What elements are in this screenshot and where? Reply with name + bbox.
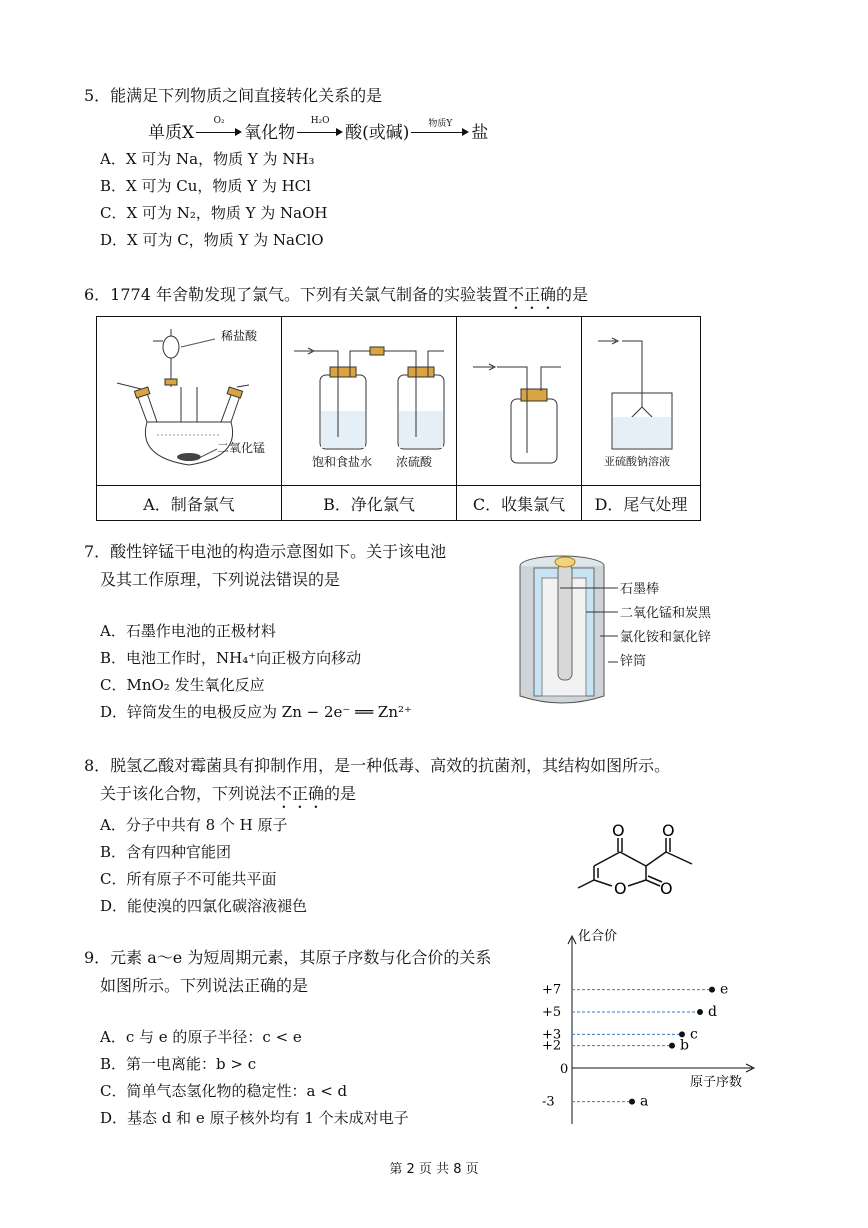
q7-option-b[interactable]: B．电池工作时，NH₄⁺向正极方向移动: [100, 649, 362, 667]
q6-stem: [84, 281, 588, 313]
caption-a[interactable]: A．制备氯气: [97, 486, 282, 521]
point-e: [709, 987, 715, 993]
q6-stem-pre: 6．1774 年舍勒发现了氯气。下列有关氯气制备的实验装置: [84, 285, 508, 304]
q9-option-c[interactable]: C．简单气态氢化物的稳定性：a < d: [100, 1082, 348, 1100]
q9-options: [100, 1024, 409, 1132]
chain-arrow-3: [411, 118, 469, 140]
arrow-label-3: 物质Y: [428, 118, 453, 129]
atom-o-1: O: [612, 821, 625, 840]
q7-options: [100, 618, 412, 726]
gas-bottle-icon: [457, 317, 581, 481]
arrow-label-1: O₂: [213, 115, 225, 126]
dehydroacetic-acid-structure-icon: [570, 818, 700, 898]
atom-o-2: O: [662, 821, 675, 840]
q9-option-d[interactable]: D．基态 d 和 e 原子核外均有 1 个未成对电子: [100, 1109, 409, 1127]
arrow-label-2: H₂O: [310, 115, 330, 126]
origin-label: 0: [560, 1062, 569, 1077]
q7-option-c[interactable]: C．MnO₂ 发生氧化反应: [100, 676, 265, 694]
apparatus-c: [457, 317, 582, 486]
q6-stem-post: 的是: [556, 285, 589, 304]
apparatus-a: [97, 317, 282, 486]
point-d: [697, 1009, 703, 1015]
q7-option-a[interactable]: A．石墨作电池的正极材料: [100, 622, 276, 640]
chain-arrow-1: [196, 115, 242, 140]
y-tick-label: +7: [542, 982, 562, 998]
q7-option-d[interactable]: D．锌筒发生的电极反应为 Zn − 2e⁻ ══ Zn²⁺: [100, 703, 412, 721]
q8-stem-line2: [84, 780, 670, 812]
label-mno2: 二氧化锰: [217, 441, 266, 455]
q8-stem-emphasis: 不正确: [276, 784, 325, 803]
label-graphite-rod: 石墨棒: [620, 582, 660, 597]
q5-option-b[interactable]: B．X 可为 Cu，物质 Y 为 HCl: [100, 177, 311, 195]
q5-stem-text: 5．能满足下列物质之间直接转化关系的是: [84, 86, 383, 105]
q8-stem-pre: 关于该化合物，下列说法: [100, 784, 277, 803]
battery-leader-lines: [560, 582, 620, 672]
q9-stem-line1: 9．元素 a～e 为短周期元素，其原子序数与化合价的关系: [84, 948, 492, 967]
q8-stem-line1: 8．脱氢乙酸对霉菌具有抑制作用，是一种低毒、高效的抗菌剂，其结构如图所示。: [84, 756, 671, 775]
y-tick-label: +3: [542, 1027, 562, 1043]
battery-labels: [620, 578, 711, 674]
valence-chart: [540, 924, 770, 1140]
y-tick-label: +5: [542, 1005, 562, 1020]
q9-option-b[interactable]: B．第一电离能：b > c: [100, 1055, 257, 1073]
y-tick-label: -3: [542, 1094, 555, 1110]
chain-arrow-2: [297, 115, 343, 140]
q5-option-a[interactable]: A．X 可为 Na，物质 Y 为 NH₃: [100, 150, 315, 168]
label-brine: 饱和食盐水: [312, 455, 373, 469]
q9-option-a[interactable]: A．c 与 e 的原子半径：c < e: [100, 1028, 302, 1046]
y-tick-label: +2: [542, 1038, 562, 1054]
caption-b[interactable]: B．净化氯气: [282, 486, 457, 521]
q5-options: [100, 146, 327, 254]
point-label-a: a: [640, 1093, 649, 1110]
q8-option-d[interactable]: D．能使溴的四氯化碳溶液褪色: [100, 897, 308, 915]
q8-option-b[interactable]: B．含有四种官能团: [100, 843, 232, 861]
label-zinc-can: 锌筒: [620, 654, 647, 669]
apparatus-table: [96, 316, 701, 521]
q5-chain: [148, 115, 489, 143]
q8-stem: [84, 752, 670, 812]
q7-stem: [84, 538, 446, 594]
label-mno2-carbon: 二氧化锰和炭黑: [620, 606, 712, 621]
point-label-e: e: [720, 981, 729, 998]
page-footer: 第 2 页 共 8 页: [389, 1162, 479, 1177]
apparatus-b: [282, 317, 457, 486]
caption-d[interactable]: D．尾气处理: [582, 486, 701, 521]
label-dilute-hcl: 稀盐酸: [221, 329, 258, 343]
q5-stem: [84, 82, 382, 110]
point-label-b: b: [680, 1037, 689, 1054]
q7-stem-line2: 及其工作原理，下列说法错误的是: [100, 570, 341, 589]
atom-o-4: O: [660, 879, 673, 898]
label-h2so4: 浓硫酸: [396, 455, 433, 469]
q7-stem-line1: 7．酸性锌锰干电池的构造示意图如下。关于该电池: [84, 542, 447, 561]
point-label-d: d: [708, 1004, 717, 1020]
q9-stem-line2: 如图所示。下列说法正确的是: [100, 976, 309, 995]
q5-option-c[interactable]: C．X 可为 N₂，物质 Y 为 NaOH: [100, 204, 328, 222]
point-a: [629, 1099, 635, 1105]
q5-option-d[interactable]: D．X 可为 C，物质 Y 为 NaClO: [100, 231, 324, 249]
q8-stem-post: 的是: [324, 784, 357, 803]
q8-options: [100, 812, 307, 920]
x-axis-label: 原子序数: [690, 1075, 743, 1090]
chain-node-2: 氧化物: [244, 123, 296, 143]
q6-stem-emphasis: 不正确: [508, 285, 557, 304]
point-label-c: c: [690, 1026, 698, 1043]
chain-node-1: 单质X: [148, 123, 195, 143]
point-c: [679, 1031, 685, 1037]
atom-o-3: O: [614, 879, 627, 898]
q8-option-a[interactable]: A．分子中共有 8 个 H 原子: [100, 816, 288, 834]
label-nh4cl-zncl2: 氯化铵和氯化锌: [620, 630, 712, 645]
q9-stem: [84, 944, 491, 1000]
apparatus-d: [582, 317, 701, 486]
label-na2so3: 亚硫酸钠溶液: [604, 455, 670, 468]
q8-option-c[interactable]: C．所有原子不可能共平面: [100, 870, 277, 888]
point-b: [669, 1043, 675, 1049]
chain-node-3: 酸(或碱): [345, 123, 410, 143]
caption-c[interactable]: C．收集氯气: [457, 486, 582, 521]
chain-node-4: 盐: [471, 123, 489, 143]
y-axis-label: 化合价: [578, 929, 618, 944]
